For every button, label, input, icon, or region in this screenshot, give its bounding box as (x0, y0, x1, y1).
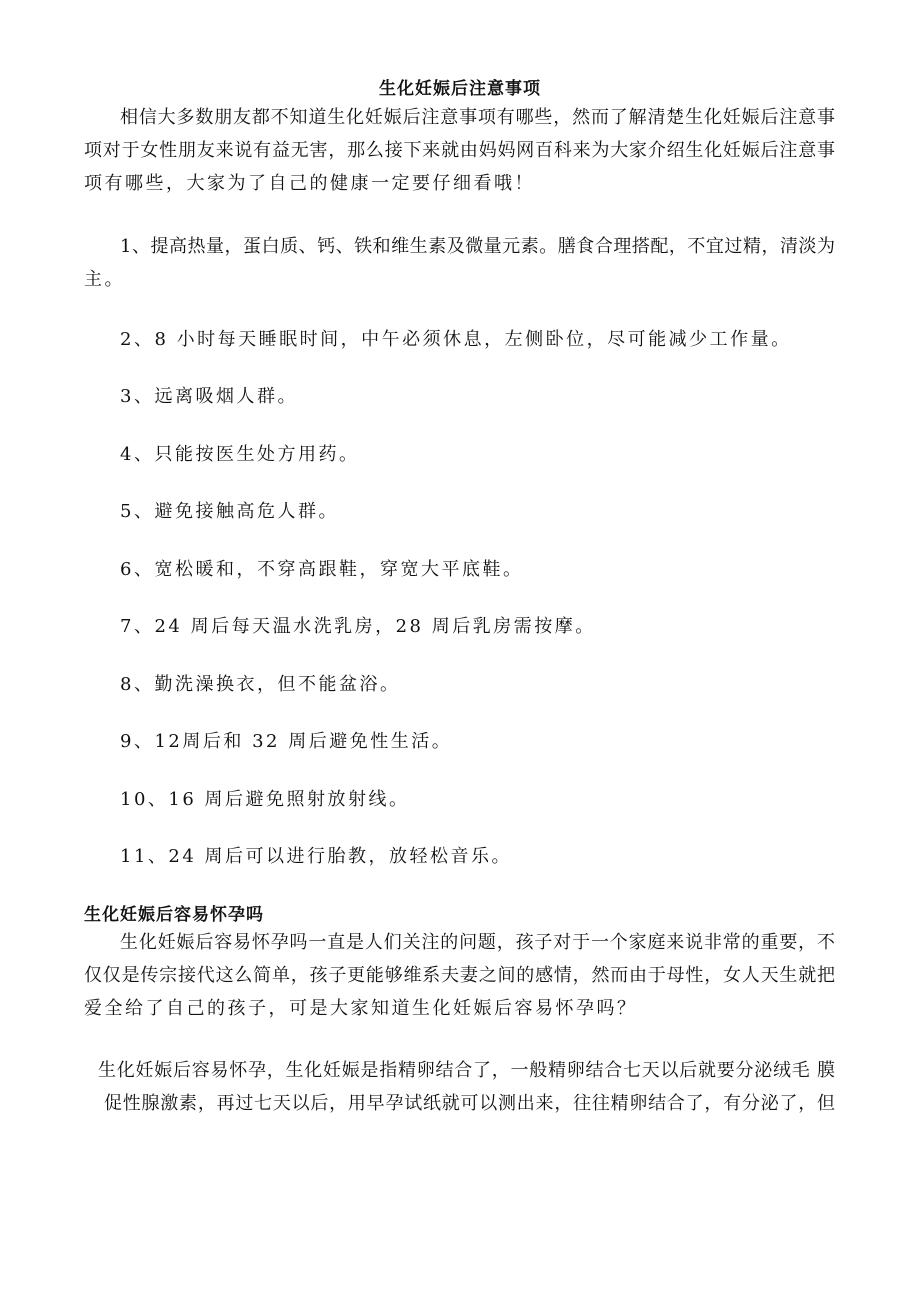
list-item: 主。 (84, 269, 125, 290)
list-item: 11、24 周后可以进行胎教，放轻松音乐。 (120, 846, 513, 867)
list-item: 7、24 周后每天温水洗乳房，28 周后乳房需按摩。 (120, 616, 596, 637)
list-item: 9、12周后和 32 周后避免性生活。 (120, 731, 453, 752)
list-item: 1、提高热量，蛋白质、钙、铁和维生素及微量元素。膳食合理搭配，不宜过精，清淡为 (120, 236, 835, 257)
paragraph-line: 生化妊娠后容易怀孕吗一直是人们关注的问题，孩子对于一个家庭来说非常的重要，不 (120, 932, 835, 953)
paragraph-line: 仅仅是传宗接代这么简单，孩子更能够维系夫妻之间的感情，然而由于母性，女人天生就把 (84, 965, 835, 986)
intro-line: 项有哪些，大家为了自己的健康一定要仔细看哦！ (84, 173, 535, 194)
document-title: 生化妊娠后注意事项 (379, 79, 541, 99)
list-item: 4、只能按医生处方用药。 (120, 444, 360, 465)
section-heading: 生化妊娠后容易怀孕吗 (84, 905, 264, 925)
intro-line: 项对于女性朋友来说有益无害，那么接下来就由妈妈网百科来为大家介绍生化妊娠后注意事 (84, 140, 835, 161)
paragraph-line: 促性腺激素，再过七天以后，用早孕试纸就可以测出来，往往精卵结合了，有分泌了，但 (104, 1093, 835, 1114)
list-item: 8、勤洗澡换衣，但不能盆浴。 (120, 674, 401, 695)
list-item: 2、8 小时每天睡眠时间，中午必须休息，左侧卧位，尽可能减少工作量。 (120, 329, 792, 350)
list-item: 5、避免接触高危人群。 (120, 501, 339, 522)
paragraph-line: 爱全给了自己的孩子，可是大家知道生化妊娠后容易怀孕吗？ (84, 998, 638, 1019)
paragraph-line: 生化妊娠后容易怀孕，生化妊娠是指精卵结合了，一般精卵结合七天以后就要分泌绒毛 膜 (98, 1060, 835, 1081)
list-item: 3、远离吸烟人群。 (120, 386, 298, 407)
intro-line: 相信大多数朋友都不知道生化妊娠后注意事项有哪些，然而了解清楚生化妊娠后注意事 (120, 107, 835, 128)
list-item: 6、宽松暖和，不穿高跟鞋，穿宽大平底鞋。 (120, 559, 524, 580)
list-item: 10、16 周后避免照射放射线。 (120, 789, 410, 810)
